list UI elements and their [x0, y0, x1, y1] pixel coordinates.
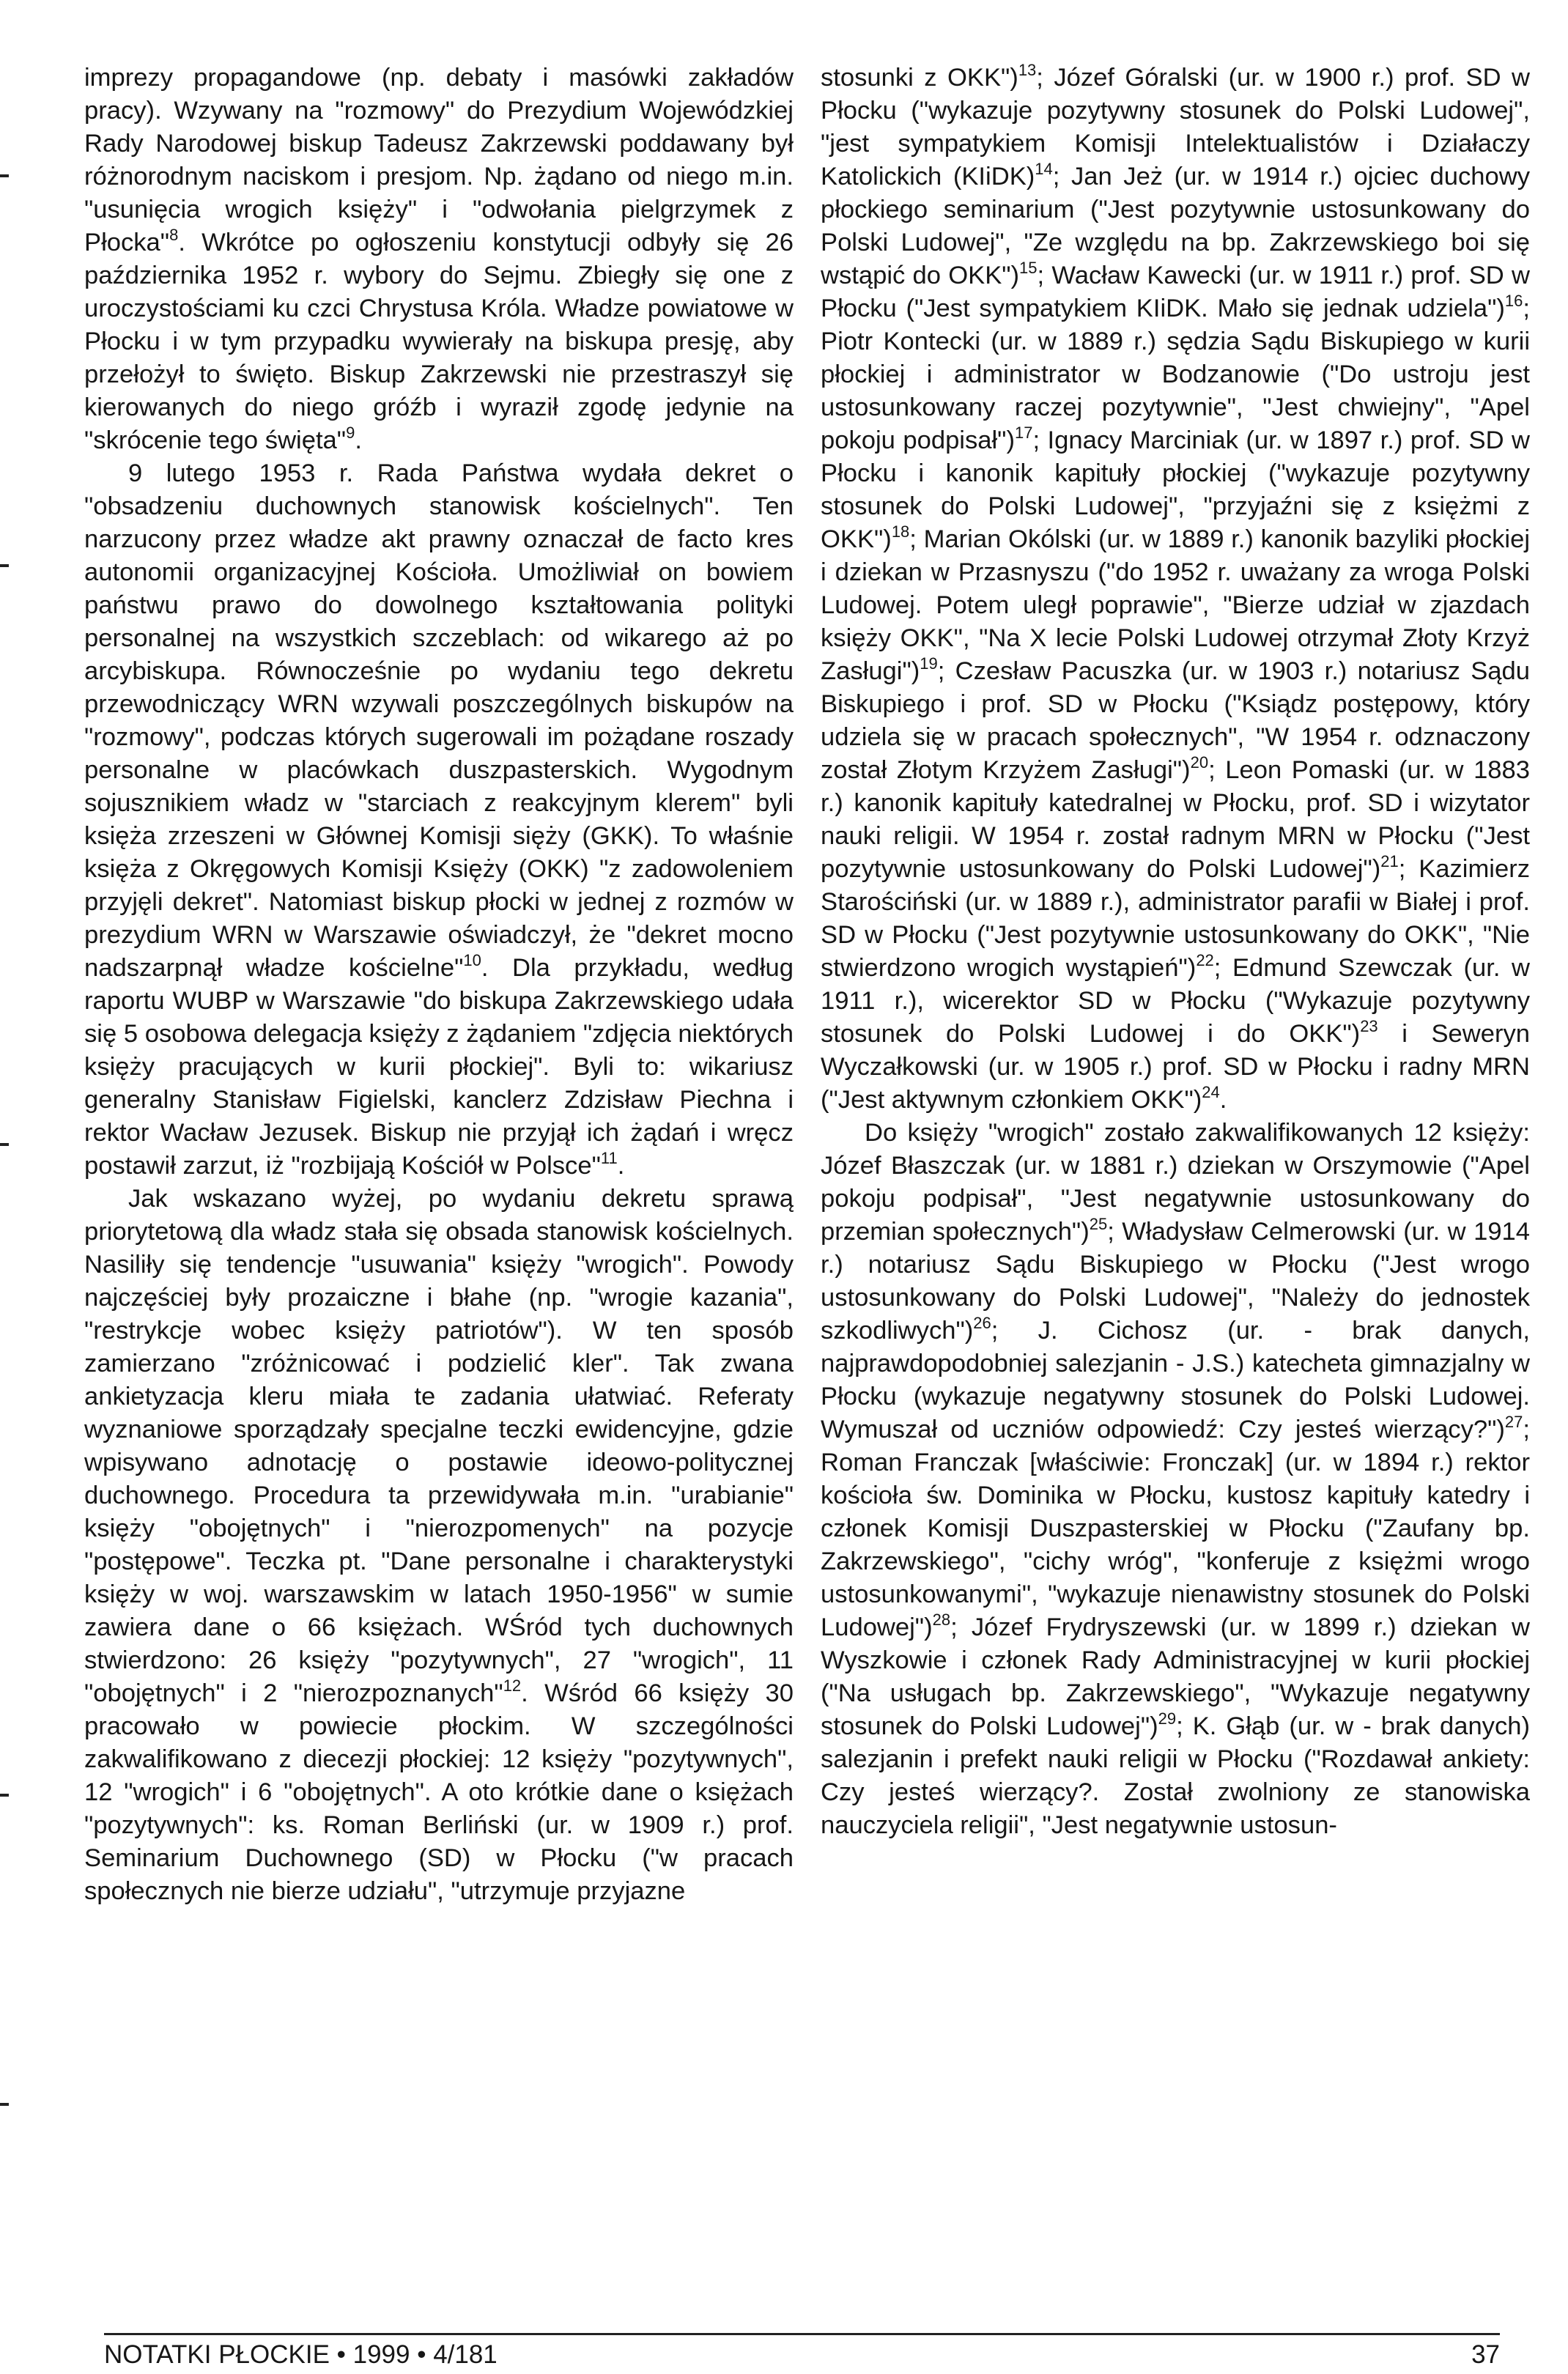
footnote-ref: 10 [463, 951, 481, 969]
footnote-ref: 18 [891, 522, 910, 541]
footnote-ref: 27 [1504, 1413, 1523, 1431]
footnote-ref: 26 [973, 1314, 991, 1332]
footnote-ref: 20 [1190, 753, 1209, 772]
footnote-ref: 29 [1158, 1709, 1177, 1728]
paragraph: stosunki z OKK")$^{13}$; Józef Góralski (ur. w 1900 r.) prof. SD w Płocku ("wykazuje pozytywny stosunek do Polski Ludowej", "jest sympatykiem Komisji Intelektualistów i Działaczy Katolickich (KIiDK)$^{14}$; Jan Jeż (ur. w 1914 r.) ojciec duchowy płockiego seminarium ("Jest pozytywnie ustosunkowany do Polski Ludowej", "Ze względu na bp. Zakrzewskiego boi się wstąpić do OKK")$^{15}$; Wacław Kawecki (ur. w 1911 r.) prof. SD w Płocku ("Jest sympatykiem KIiDK. Mało się jednak udziela")$^{16}$; Piotr Kontecki (ur. w 1889 r.) sędzia Sądu Biskupiego w kurii płockiej i administrator w Bodzanowie ("Do ustroju jest ustosunkowany raczej pozytywnie", "Jest chwiejny", "Apel pokoju podpisał")$^{17}$; Ignacy Marciniak (ur. w 1897 r.) prof. SD w Płocku i kanonik kapituły płockiej ("wykazuje pozytywny stosunek do Polski Ludowej", "przyjaźni się z księżmi z OKK")$^{18}$; Marian Okólski (ur. w 1889 r.) kanonik bazyliki płockiej i dziekan w Przasnyszu ("do 1952 r. uważany za wroga Polski Ludowej. Potem uległ poprawie", "Bierze udział w zjazdach księży OKK", "Na X lecie Polski Ludowej otrzymał Złoty Krzyż Zasługi")$^{19}$; Czesław Pacuszka (ur. w 1903 r.) notariusz Sądu Biskupiego i prof. SD w Płocku ("Ksiądz postępowy, który udziela się w pracach społecznych", "W 1954 r. odznaczony został Złotym Krzyżem Zasługi")$^{20}$; Leon Pomaski (ur. w 1883 r.) kanonik kapituły katedralnej w Płocku, prof. SD i wizytator nauki religii. W 1954 r. został radnym MRN w Płocku ("Jest pozytywnie ustosunkowany do Polski Ludowej")$^{21}$; Kazimierz Starościński (ur. w 1889 r.), administrator parafii w Białej i prof. SD w Płocku ("Jest pozytywnie ustosunkowany do OKK", "Nie stwierdzono wrogich wystąpień")$^{22}$; Edmund Szewczak (ur. w 1911 r.), wicerektor SD w Płocku ("Wykazuje pozytywny stosunek do Polski Ludowej i do OKK")$^{23}$ i Seweryn Wyczałkowski (ur. w 1905 r.) prof. SD w Płocku i radny MRN ("Jest aktywnym członkiem OKK")$^{24}$. [821, 61, 1530, 1114]
footnote-ref: 17 [1014, 424, 1033, 442]
footnote-ref: 8 [169, 226, 179, 244]
footnote-ref: 22 [1196, 951, 1214, 969]
footnote-ref: 11 [600, 1149, 618, 1167]
scan-margin-mark [0, 1794, 9, 1797]
footnote-ref: 9 [346, 424, 355, 442]
scan-margin-mark [0, 564, 9, 567]
scan-margin-mark [0, 174, 9, 177]
scan-margin-mark [0, 1143, 9, 1146]
page-number: 37 [1471, 2340, 1500, 2369]
paragraph: imprezy propagandowe (np. debaty i masówki zakładów pracy). Wzywany na "rozmowy" do Prezydium Wojewódzkiej Rady Narodowej biskup Tadeusz Zakrzewski poddawany był różnorodnym naciskom i presjom. Np. żądano od niego m.in. "usunięcia wrogich księży" i "odwołania pielgrzymek z Płocka"$^8$. Wkrótce po ogłoszeniu konstytucji odbyły się 26 października 1952 r. wybory do Sejmu. Zbiegły się one z uroczystościami ku czci Chrystusa Króla. Władze powiatowe w Płocku i w tym przypadku wywierały na biskupa presję, aby przełożył to święto. Biskup Zakrzewski nie przestraszył się kierowanych do niego gróźb i wyraził zgodę jedynie na "skrócenie tego święta"$^9$. [84, 64, 794, 454]
footnote-ref: 21 [1380, 852, 1399, 870]
footnote-ref: 13 [1018, 61, 1037, 79]
footnote-ref: 16 [1504, 292, 1523, 310]
footnote-ref: 23 [1360, 1017, 1378, 1035]
footnote-ref: 28 [932, 1611, 951, 1629]
journal-reference: NOTATKI PŁOCKIE • 1999 • 4/181 [104, 2340, 498, 2369]
footnote-ref: 12 [503, 1676, 522, 1695]
page-footer [104, 2333, 1500, 2369]
paragraph: Do księży "wrogich" zostało zakwalifikowanych 12 księży: Józef Błaszczak (ur. w 1881 r.) dziekan w Orszymowie ("Apel pokoju podpisał", "Jest negatywnie ustosunkowany do przemian społecznych")$^{25}$; Władysław Celmerowski (ur. w 1914 r.) notariusz Sądu Biskupiego w Płocku ("Jest wrogo ustosunkowany do Polski Ludowej", "Należy do jednostek szkodliwych")$^{26}$; J. Cichosz (ur. - brak danych, najprawdopodobniej salezjanin - J.S.) katecheta gimnazjalny w Płocku (wykazuje negatywny stosunek do Polski Ludowej. Wymuszał od uczniów odpowiedź: Czy jesteś wierzący?")$^{27}$; Roman Franczak [właściwie: Fronczak] (ur. w 1894 r.) rektor kościoła św. Dominika w Płocku, kustosz kapituły katedry i członek Komisji Duszpasterskiej w Płocku ("Zaufany bp. Zakrzewskiego", "cichy wróg", "konferuje z księżmi wrogo ustosunkowanymi", "wykazuje nienawistny stosunek do Polski Ludowej")$^{28}$; Józef Frydryszewski (ur. w 1899 r.) dziekan w Wyszkowie i członek Rady Administracyjnej w kurii płockiej ("Na usługach bp. Zakrzewskiego", "Wykazuje negatywny stosunek do Polski Ludowej")$^{29}$; K. Głąb (ur. w - brak danych) salezjanin i prefekt nauki religii w Płocku ("Rozdawał ankiety: Czy jesteś wierzący?. Został zwolniony ze stanowiska nauczyciela religii", "Jest negatywnie ustosun- [821, 1119, 1531, 1839]
scan-margin-mark [0, 2103, 9, 2106]
paragraph: 9 lutego 1953 r. Rada Państwa wydała dekret o "obsadzeniu duchownych stanowisk kościelnych". Ten narzucony przez władze akt prawny oznaczał de facto kres autonomii organizacyjnej Kościoła. Umożliwiał on bowiem państwu prawo do dowolnego kształtowania polityki personalnej na wszystkich szczeblach: od wikarego aż po arcybiskupa. Równocześnie po wydaniu tego dekretu przewodniczący WRN wzywali poszczególnych biskupów na "rozmowy", podczas których sugerowali im pożądane roszady personalne w placówkach duszpasterskich. Wygodnym sojusznikiem władz w "starciach z reakcyjnym klerem" byli księża zrzeszeni w Głównej Komisji sięży (GKK). To właśnie księża z Okręgowych Komisji Księży (OKK) "z zadowoleniem przyjęli dekret". Natomiast biskup płocki w jednej z rozmów w prezydium WRN w Warszawie oświadczył, że "dekret mocno nadszarpnął władze kościelne"$^{10}$. Dla przykładu, według raportu WUBP w Warszawie "do biskupa Zakrzewskiego udała się 5 osobowa delegacja księży z żądaniem "zdjęcia niektórych księży pracujących w kurii płockiej". Byli to: wikariusz generalny Stanisław Figielski, kanclerz Zdzisław Piechna i rektor Wacław Jezusek. Biskup nie przyjął ich żądań i wręcz postawił zarzut, iż "rozbijają Kościół w Polsce"$^{11}$. [84, 459, 794, 1180]
left-column [84, 62, 794, 1908]
paragraph: Jak wskazano wyżej, po wydaniu dekretu sprawą priorytetową dla władz stała się obsada stanowisk kościelnych. Nasiliły się tendencje "usuwania" księży "wrogich". Powody najczęściej były prozaiczne i błahe (np. "wrogie kazania", "restrykcje wobec księży patriotów"). W ten sposób zamierzano "zróżnicować i podzielić kler". Tak zwana ankietyzacja kleru miała te zadania ułatwiać. Referaty wyznaniowe sporządzały specjalne teczki ewidencyjne, gdzie wpisywano adnotację o postawie ideowo-politycznej duchownego. Procedura ta przewidywała m.in. "urabianie" księży "obojętnych" i "nierozpomenych" na pozycje "postępowe". Teczka pt. "Dane personalne i charakterystyki księży w woj. warszawskim w latach 1950-1956" w sumie zawiera dane o 66 księżach. WŚród tych duchownych stwierdzono: 26 księży "pozytywnych", 27 "wrogich", 11 "obojętnych" i 2 "nierozpoznanych"$^{12}$. Wśród 66 księży 30 pracowało w powiecie płockim. W szczególności zakwalifikowano z diecezji płockiej: 12 księży "pozytywnych", 12 "wrogich" i 6 "obojętnych". A oto krótkie dane o księżach "pozytywnych": ks. Roman Berliński (ur. w 1909 r.) prof. Seminarium Duchownego (SD) w Płocku ("w pracach społecznych nie bierze udziału", "utrzymuje przyjazne [84, 1185, 794, 1905]
footnote-ref: 19 [920, 654, 938, 673]
footnote-ref: 24 [1202, 1083, 1220, 1101]
footnote-ref: 25 [1089, 1215, 1108, 1233]
right-column [821, 62, 1530, 1842]
footnote-ref: 14 [1035, 160, 1053, 178]
footnote-ref: 15 [1019, 259, 1038, 277]
